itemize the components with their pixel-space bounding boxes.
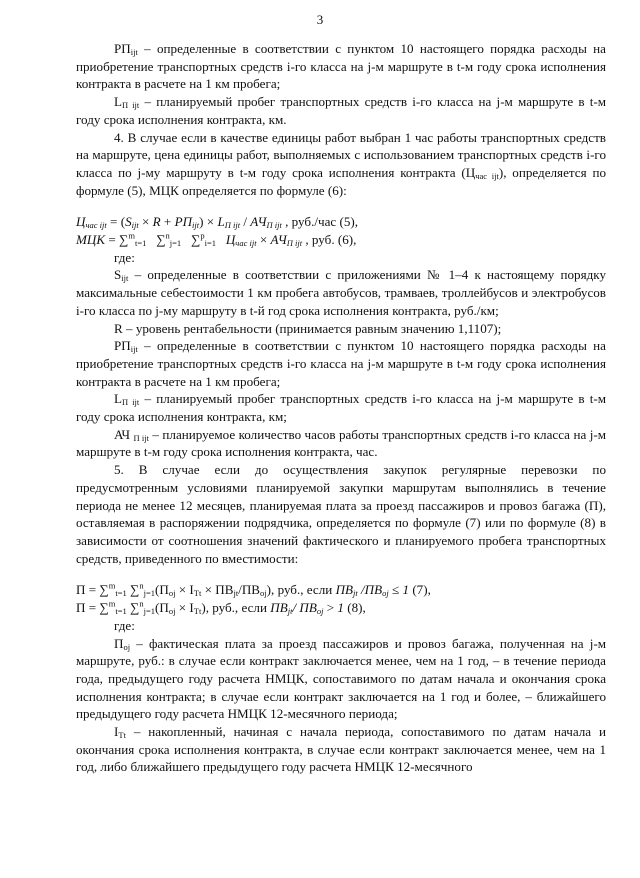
page-number: 3 — [316, 12, 324, 27]
paragraph: $П_{oj}$ – фактическая плата за проезд пассажиров и провоз багажа, полученная на j-м маршруте, руб.: в случае если контракт заключается менее, чем на 1 год, – в течение периода года, предыдущего году расчета НМЦК, сопоставимого по датам начала и окончания срока исполнения контракта; в случае если контракт заключается на 1 год и более, – ближайшего предыдущего году расчета НМЦК 12-месячного периода; — [76, 635, 606, 722]
formula-line: МЦК = ∑$^m_{t=1}$ ∑$^n_{j=1}$ ∑$^p_{i=1}$ $Ц_{час ijt} \times АЧ_{П ijt}$ , руб. (6), — [76, 230, 357, 249]
document-body — [76, 40, 606, 776]
spacer — [76, 199, 606, 213]
paragraph: где: — [114, 617, 135, 633]
paragraph: $S_{ijt}$ – определенные в соответствии с приложениями № 1–4 к настоящему порядку максимальные себестоимости 1 км пробега автобусов, трамваев, троллейбусов и электробусов i-го класса по j-му маршруту в t-й год срока исполнения контракта, руб./км; — [76, 267, 606, 318]
paragraph: $L_{П ijt}$ – планируемый пробег транспортных средств i-го класса на j-м маршруте в t-м году срока исполнения контракта, км. — [76, 94, 606, 127]
paragraph: $I_{Tt}$ – накопленный, начиная с начала периода, сопоставимого по датам начала и окончания срока исполнения контракта, в случае если контракт заключается менее, чем на 1 год, либо ближайшего предыдущего году расчета НМЦК 12-месячного — [76, 724, 606, 775]
formula-line: П = ∑$^m_{t=1}$ $\sum^n_{j=1}(П_{oj} \times I_{Tt})$, руб., если $ПВ_{jt}/$ $ПВ_{oj} > 1$ (8), — [76, 598, 366, 617]
paragraph: $РП_{ijt}$ – определенные в соответствии с пунктом 10 настоящего порядка расходы на приобретение транспортных средств i-го класса на j-м маршруте в t-м году срока исполнения контракта в расчете на 1 км пробега; — [76, 338, 606, 389]
formula-line: $Ц_{час ijt} = (S_{ijt} \times R + РП_{ijt}) \times L_{П ijt} / АЧ_{П ijt}$ , руб./час (5), — [76, 214, 359, 231]
paragraph: АЧ $_{П ijt}$ – планируемое количество часов работы транспортных средств i-го класса на j-м маршруте в t-м году срока исполнения контракта, час. — [76, 426, 607, 460]
paragraph: 5. В случае если до осуществления закупок регулярные перевозки по предусмотренным условиями планируемой закупки маршрутам выполнялись в течение периода не менее 12 месяцев, планируемая плата за проезд пассажиров и провоз багажа (П), оставляемая в распоряжении подрядчика, определяется по формуле (7) или по формуле (8) в зависимости от соотношения значений фактического и планируемого пробега транспортных средств, приведенного по вместимости: — [76, 462, 606, 566]
paragraph: 4. В случае если в качестве единицы работ выбран 1 час работы транспортных средств на маршруте, цена единицы работ, выполняемых с использованием транспортных средств i-го класса по j-му маршруту в t-м году срока исполнения контракта $(Ц_{час ijt})$, определяется по формуле (5), МЦК определяется по формуле (6): — [76, 129, 606, 198]
paragraph: R – уровень рентабельности (принимается равным значению 1,1107); — [114, 320, 502, 336]
formula-line: П = ∑$^m_{t=1}$ $\sum^n_{j=1}(П_{oj} \times I_{Tt} \times ПВ_{jt}/ПВ_{oj})$, руб., если $ПВ_{jt}$ $/ПВ_{oj} \le 1$ (7), — [76, 581, 431, 599]
paragraph: $РП_{ijt}$ – определенные в соответствии с пунктом 10 настоящего порядка расходы на приобретение транспортных средств i-го класса на j-м маршруте в t-м году срока исполнения контракта в расчете на 1 км пробега; — [76, 41, 606, 92]
spacer — [76, 567, 606, 581]
paragraph: где: — [114, 249, 135, 265]
paragraph: $L_{П ijt}$ – планируемый пробег транспортных средств i-го класса на j-м маршруте в t-м году срока исполнения контракта, км; — [76, 391, 606, 425]
